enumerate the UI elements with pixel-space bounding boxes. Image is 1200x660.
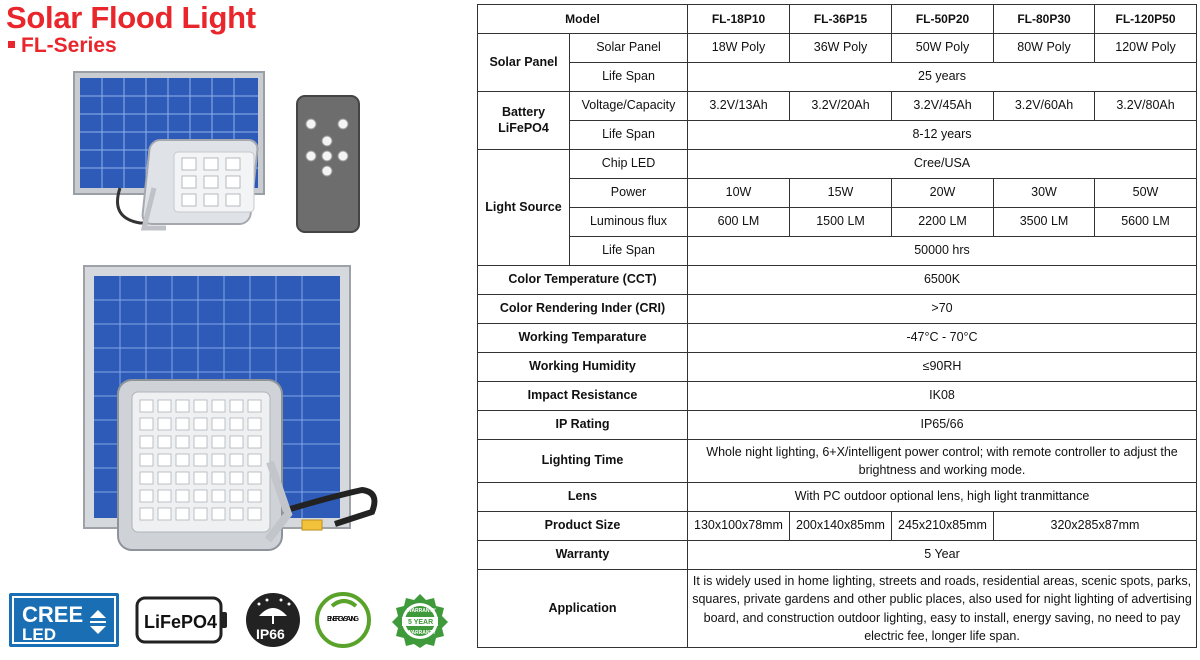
led-chip bbox=[194, 418, 207, 430]
cct-label: Color Temperature (CCT) bbox=[478, 266, 688, 295]
led-chip bbox=[230, 508, 243, 520]
lighting-time-value: Whole night lighting, 6+X/intelligent power control; with remote controller to adjust the brightness and working mode. bbox=[688, 440, 1197, 483]
led-chip bbox=[158, 418, 171, 430]
power-row bbox=[478, 179, 1197, 208]
series-label: FL-Series bbox=[21, 34, 117, 57]
product-showcase bbox=[0, 0, 470, 660]
led-chip bbox=[158, 490, 171, 502]
led-chip bbox=[140, 472, 153, 484]
ip-row bbox=[478, 411, 1197, 440]
product-size-cell: 130x100x78mm bbox=[688, 512, 790, 541]
led-chip bbox=[158, 508, 171, 520]
led-chip bbox=[230, 472, 243, 484]
led-chip bbox=[230, 490, 243, 502]
led-chip bbox=[158, 454, 171, 466]
lifepo4-text: LiFePO4 bbox=[144, 612, 218, 632]
flux-cell: 1500 LM bbox=[790, 208, 892, 237]
model-cell: FL-18P10 bbox=[688, 5, 790, 34]
warranty-value: 5 Year bbox=[688, 541, 1197, 570]
battery-vc-label: Voltage/Capacity bbox=[570, 92, 688, 121]
battery-lifespan-value: 8-12 years bbox=[688, 121, 1197, 150]
led-chip bbox=[230, 400, 243, 412]
flux-label: Luminous flux bbox=[570, 208, 688, 237]
led-chip bbox=[140, 418, 153, 430]
cri-value: >70 bbox=[688, 295, 1197, 324]
product-size-cell: 320x285x87mm bbox=[994, 512, 1197, 541]
warranty-seal-logo bbox=[384, 592, 456, 648]
led-chip bbox=[248, 508, 261, 520]
led-chip bbox=[176, 490, 189, 502]
led-chip bbox=[230, 454, 243, 466]
led-chip bbox=[194, 472, 207, 484]
warranty-bottom-text: WARRANTY bbox=[407, 630, 436, 636]
flux-cell: 600 LM bbox=[688, 208, 790, 237]
led-chip bbox=[176, 400, 189, 412]
power-label: Power bbox=[570, 179, 688, 208]
model-row bbox=[478, 5, 1197, 34]
ip-value: IP65/66 bbox=[688, 411, 1197, 440]
ip66-text: IP66 bbox=[256, 626, 285, 642]
solar-lifespan-label: Life Span bbox=[570, 63, 688, 92]
led-chip bbox=[140, 400, 153, 412]
model-label: Model bbox=[478, 5, 688, 34]
ip-label: IP Rating bbox=[478, 411, 688, 440]
led-chip bbox=[248, 400, 261, 412]
solar-panel-label: Solar Panel bbox=[570, 34, 688, 63]
temperature-label: Working Temparature bbox=[478, 324, 688, 353]
temperature-row bbox=[478, 324, 1197, 353]
lighting-time-row bbox=[478, 440, 1197, 483]
battery-lifespan-label: Life Span bbox=[570, 121, 688, 150]
led-chip bbox=[158, 436, 171, 448]
led-chip bbox=[212, 490, 225, 502]
application-label: Application bbox=[478, 570, 688, 648]
warranty-label: Warranty bbox=[478, 541, 688, 570]
application-row bbox=[478, 570, 1197, 648]
model-cell: FL-36P15 bbox=[790, 5, 892, 34]
battery-lifespan-row bbox=[478, 121, 1197, 150]
warranty-top-text: WARRANTY bbox=[407, 608, 436, 614]
solar-panel-cell: 36W Poly bbox=[790, 34, 892, 63]
cree-bottom-text: LED bbox=[22, 625, 56, 644]
cri-row bbox=[478, 295, 1197, 324]
led-chip bbox=[194, 508, 207, 520]
remote-control-image bbox=[295, 94, 363, 236]
battery-vc-cell: 3.2V/20Ah bbox=[790, 92, 892, 121]
temperature-value: -47°C - 70°C bbox=[688, 324, 1197, 353]
impact-value: IK08 bbox=[688, 382, 1197, 411]
led-chip bbox=[194, 454, 207, 466]
model-cell: FL-80P30 bbox=[994, 5, 1095, 34]
led-chip bbox=[194, 490, 207, 502]
lens-value: With PC outdoor optional lens, high light tranmittance bbox=[688, 483, 1197, 512]
light-lifespan-value: 50000 hrs bbox=[688, 237, 1197, 266]
lens-label: Lens bbox=[478, 483, 688, 512]
power-cell: 50W bbox=[1095, 179, 1197, 208]
product-size-label: Product Size bbox=[478, 512, 688, 541]
battery-group-line2: LiFePO4 bbox=[498, 120, 549, 135]
chip-led-value: Cree/USA bbox=[688, 150, 1197, 179]
light-lifespan-label: Life Span bbox=[570, 237, 688, 266]
large-kit-image bbox=[80, 262, 380, 562]
flux-row bbox=[478, 208, 1197, 237]
certification-row bbox=[8, 592, 468, 654]
light-lifespan-row bbox=[478, 237, 1197, 266]
humidity-row bbox=[478, 353, 1197, 382]
led-chip bbox=[140, 508, 153, 520]
led-chip bbox=[176, 418, 189, 430]
solar-panel-cell: 50W Poly bbox=[892, 34, 994, 63]
led-chip bbox=[176, 472, 189, 484]
solar-lifespan-value: 25 years bbox=[688, 63, 1197, 92]
solar-lifespan-row bbox=[478, 63, 1197, 92]
flux-cell: 5600 LM bbox=[1095, 208, 1197, 237]
lens-row bbox=[478, 483, 1197, 512]
product-size-cell: 200x140x85mm bbox=[790, 512, 892, 541]
impact-label: Impact Resistance bbox=[478, 382, 688, 411]
led-chip bbox=[212, 418, 225, 430]
battery-vc-cell: 3.2V/13Ah bbox=[688, 92, 790, 121]
series-subtitle bbox=[8, 34, 117, 58]
lifepo4-battery-logo bbox=[135, 592, 231, 648]
led-chip bbox=[176, 454, 189, 466]
led-chip bbox=[248, 490, 261, 502]
led-chip bbox=[140, 454, 153, 466]
application-value: It is widely used in home lighting, streets and roads, residential areas, scenic spots, parks, squares, private gardens and other public places, also used for night lighting of advertising board, and construction outdoor lighting, easy to install, energy saving, no need to pay electric fee, longer life span. bbox=[688, 570, 1197, 648]
lighting-time-label: Lighting Time bbox=[478, 440, 688, 483]
led-chip bbox=[212, 508, 225, 520]
impact-row bbox=[478, 382, 1197, 411]
power-cell: 30W bbox=[994, 179, 1095, 208]
led-chip bbox=[194, 400, 207, 412]
led-chip bbox=[158, 400, 171, 412]
energy-text: ENERGY SAVING bbox=[327, 616, 359, 623]
battery-vc-cell: 3.2V/80Ah bbox=[1095, 92, 1197, 121]
power-cell: 15W bbox=[790, 179, 892, 208]
led-chip bbox=[230, 436, 243, 448]
flux-cell: 3500 LM bbox=[994, 208, 1095, 237]
ip66-logo bbox=[245, 592, 305, 648]
led-chip bbox=[158, 472, 171, 484]
led-chip bbox=[176, 508, 189, 520]
led-chip bbox=[176, 436, 189, 448]
chip-led-row bbox=[478, 150, 1197, 179]
solar-panel-cell: 18W Poly bbox=[688, 34, 790, 63]
led-chip bbox=[248, 436, 261, 448]
small-kit-image bbox=[70, 68, 280, 236]
solar-panel-cell: 120W Poly bbox=[1095, 34, 1197, 63]
led-chip bbox=[194, 436, 207, 448]
led-chip bbox=[140, 436, 153, 448]
cct-row bbox=[478, 266, 1197, 295]
led-chip bbox=[140, 490, 153, 502]
solar-panel-group-label: Solar Panel bbox=[478, 34, 570, 92]
led-chip bbox=[248, 454, 261, 466]
humidity-value: ≤90RH bbox=[688, 353, 1197, 382]
cri-label: Color Rendering Inder (CRI) bbox=[478, 295, 688, 324]
chip-led-label: Chip LED bbox=[570, 150, 688, 179]
square-bullet-icon bbox=[8, 41, 15, 48]
led-chip bbox=[212, 400, 225, 412]
led-chip bbox=[248, 418, 261, 430]
led-chip bbox=[212, 454, 225, 466]
solar-panel-cell: 80W Poly bbox=[994, 34, 1095, 63]
battery-vc-row bbox=[478, 92, 1197, 121]
power-cell: 20W bbox=[892, 179, 994, 208]
page-title: Solar Flood Light bbox=[6, 0, 256, 35]
spec-table bbox=[477, 4, 1197, 648]
battery-group-label bbox=[478, 92, 570, 150]
flux-cell: 2200 LM bbox=[892, 208, 994, 237]
led-chip bbox=[212, 472, 225, 484]
cct-value: 6500K bbox=[688, 266, 1197, 295]
light-source-group-label: Light Source bbox=[478, 150, 570, 266]
led-chip bbox=[248, 472, 261, 484]
model-cell: FL-50P20 bbox=[892, 5, 994, 34]
humidity-label: Working Humidity bbox=[478, 353, 688, 382]
led-chip bbox=[212, 436, 225, 448]
cree-top-text: CREE bbox=[22, 602, 84, 627]
battery-vc-cell: 3.2V/60Ah bbox=[994, 92, 1095, 121]
led-chip bbox=[230, 418, 243, 430]
solar-panel-row bbox=[478, 34, 1197, 63]
product-size-cell: 245x210x85mm bbox=[892, 512, 994, 541]
energy-saving-logo bbox=[314, 592, 374, 648]
battery-group-line1: Battery bbox=[501, 104, 546, 119]
power-cell: 10W bbox=[688, 179, 790, 208]
product-size-row bbox=[478, 512, 1197, 541]
warranty-mid-text: 5 YEAR bbox=[408, 619, 434, 626]
warranty-row bbox=[478, 541, 1197, 570]
model-cell: FL-120P50 bbox=[1095, 5, 1197, 34]
cree-led-logo bbox=[8, 592, 120, 648]
battery-vc-cell: 3.2V/45Ah bbox=[892, 92, 994, 121]
